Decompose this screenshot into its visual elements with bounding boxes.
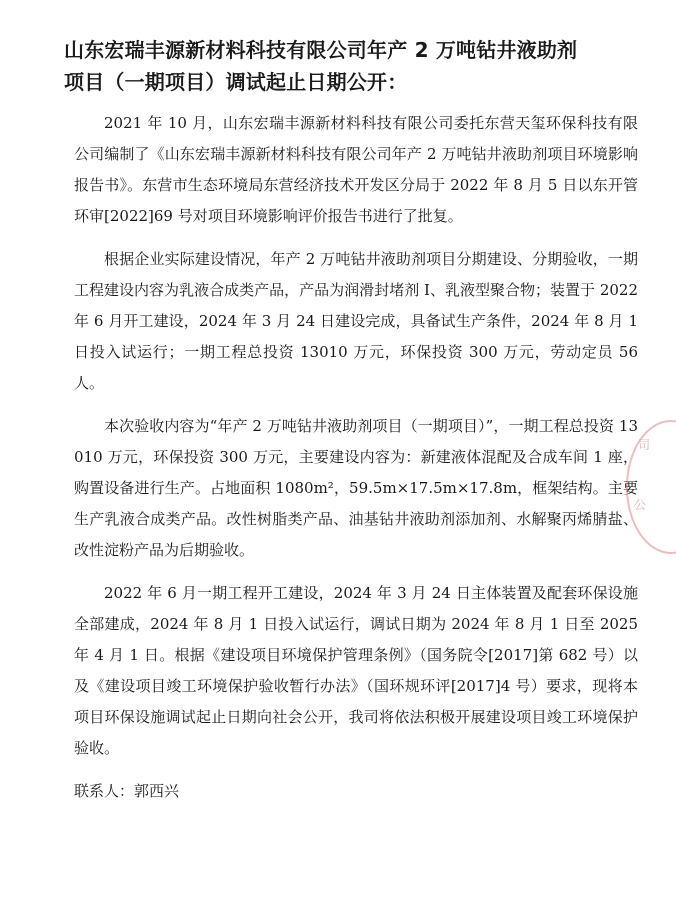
seal-char-2: 公 [634,498,647,512]
paragraph-acceptance-scope: 本次验收内容为“年产 2 万吨钻井液助剂项目（一期项目）”，一期工程总投资 13010 万元，环保投资 300 万元，主要建设内容为：新建液体混配及合成车间 1 座，购置设备进行生产。占地面积 1080m²，59.5m×17.5m×17.8m，框架结构。主要生产乳液合成类产品。改性树脂类产品、油基钻井液助剂添加剂、水解聚丙烯腈盐、改性淀粉产品为后期验收。 [74,417,638,559]
paragraph-eia-background: 2021 年 10 月，山东宏瑞丰源新材料科技有限公司委托东营天玺环保科技有限公司编制了《山东宏瑞丰源新材料科技有限公司年产 2 万吨钻井液助剂项目环境影响报告书》。东营市生态环境局东营经济技术开发区分局于 2022 年 8 月 5 日以东开管环审[2022]69 号对项目环境影响评价报告书进行了批复。 [74,114,638,225]
contact-person: 联系人：郭西兴 [74,782,180,800]
document-title [64,34,638,98]
title-line-1: 山东宏瑞丰源新材料科技有限公司年产 2 万吨钻井液助剂 [64,38,578,62]
title-line-2: 项目（一期项目）调试起止日期公开： [64,70,408,94]
paragraph-commissioning-dates: 2022 年 6 月一期工程开工建设，2024 年 3 月 24 日主体装置及配套环保设施全部建成，2024 年 8 月 1 日投入试运行，调试日期为 2024 年 8 月 1 日至 2025 年 4 月 1 日。根据《建设项目环境保护管理条例》（国务院令[2017]第 682 号）以及《建设项目竣工环境保护验收暂行办法》（国环规环评[2017]4 号）要求，现将本项目环保设施调试起止日期向社会公开，我司将依法积极开展建设项目竣工环境保护验收。 [74,584,638,757]
seal-char-1: 司 [638,438,651,452]
paragraph-construction-status: 根据企业实际建设情况，年产 2 万吨钻井液助剂项目分期建设、分期验收，一期工程建设内容为乳液合成类产品，产品为润滑封堵剂 I、乳液型聚合物；装置于 2022 年 6 月开工建设，2024 年 3 月 24 日建设完成，具备试生产条件，2024 年 8 月 1 日投入试运行；一期工程总投资 13010 万元，环保投资 300 万元，劳动定员 56 人。 [74,250,638,392]
